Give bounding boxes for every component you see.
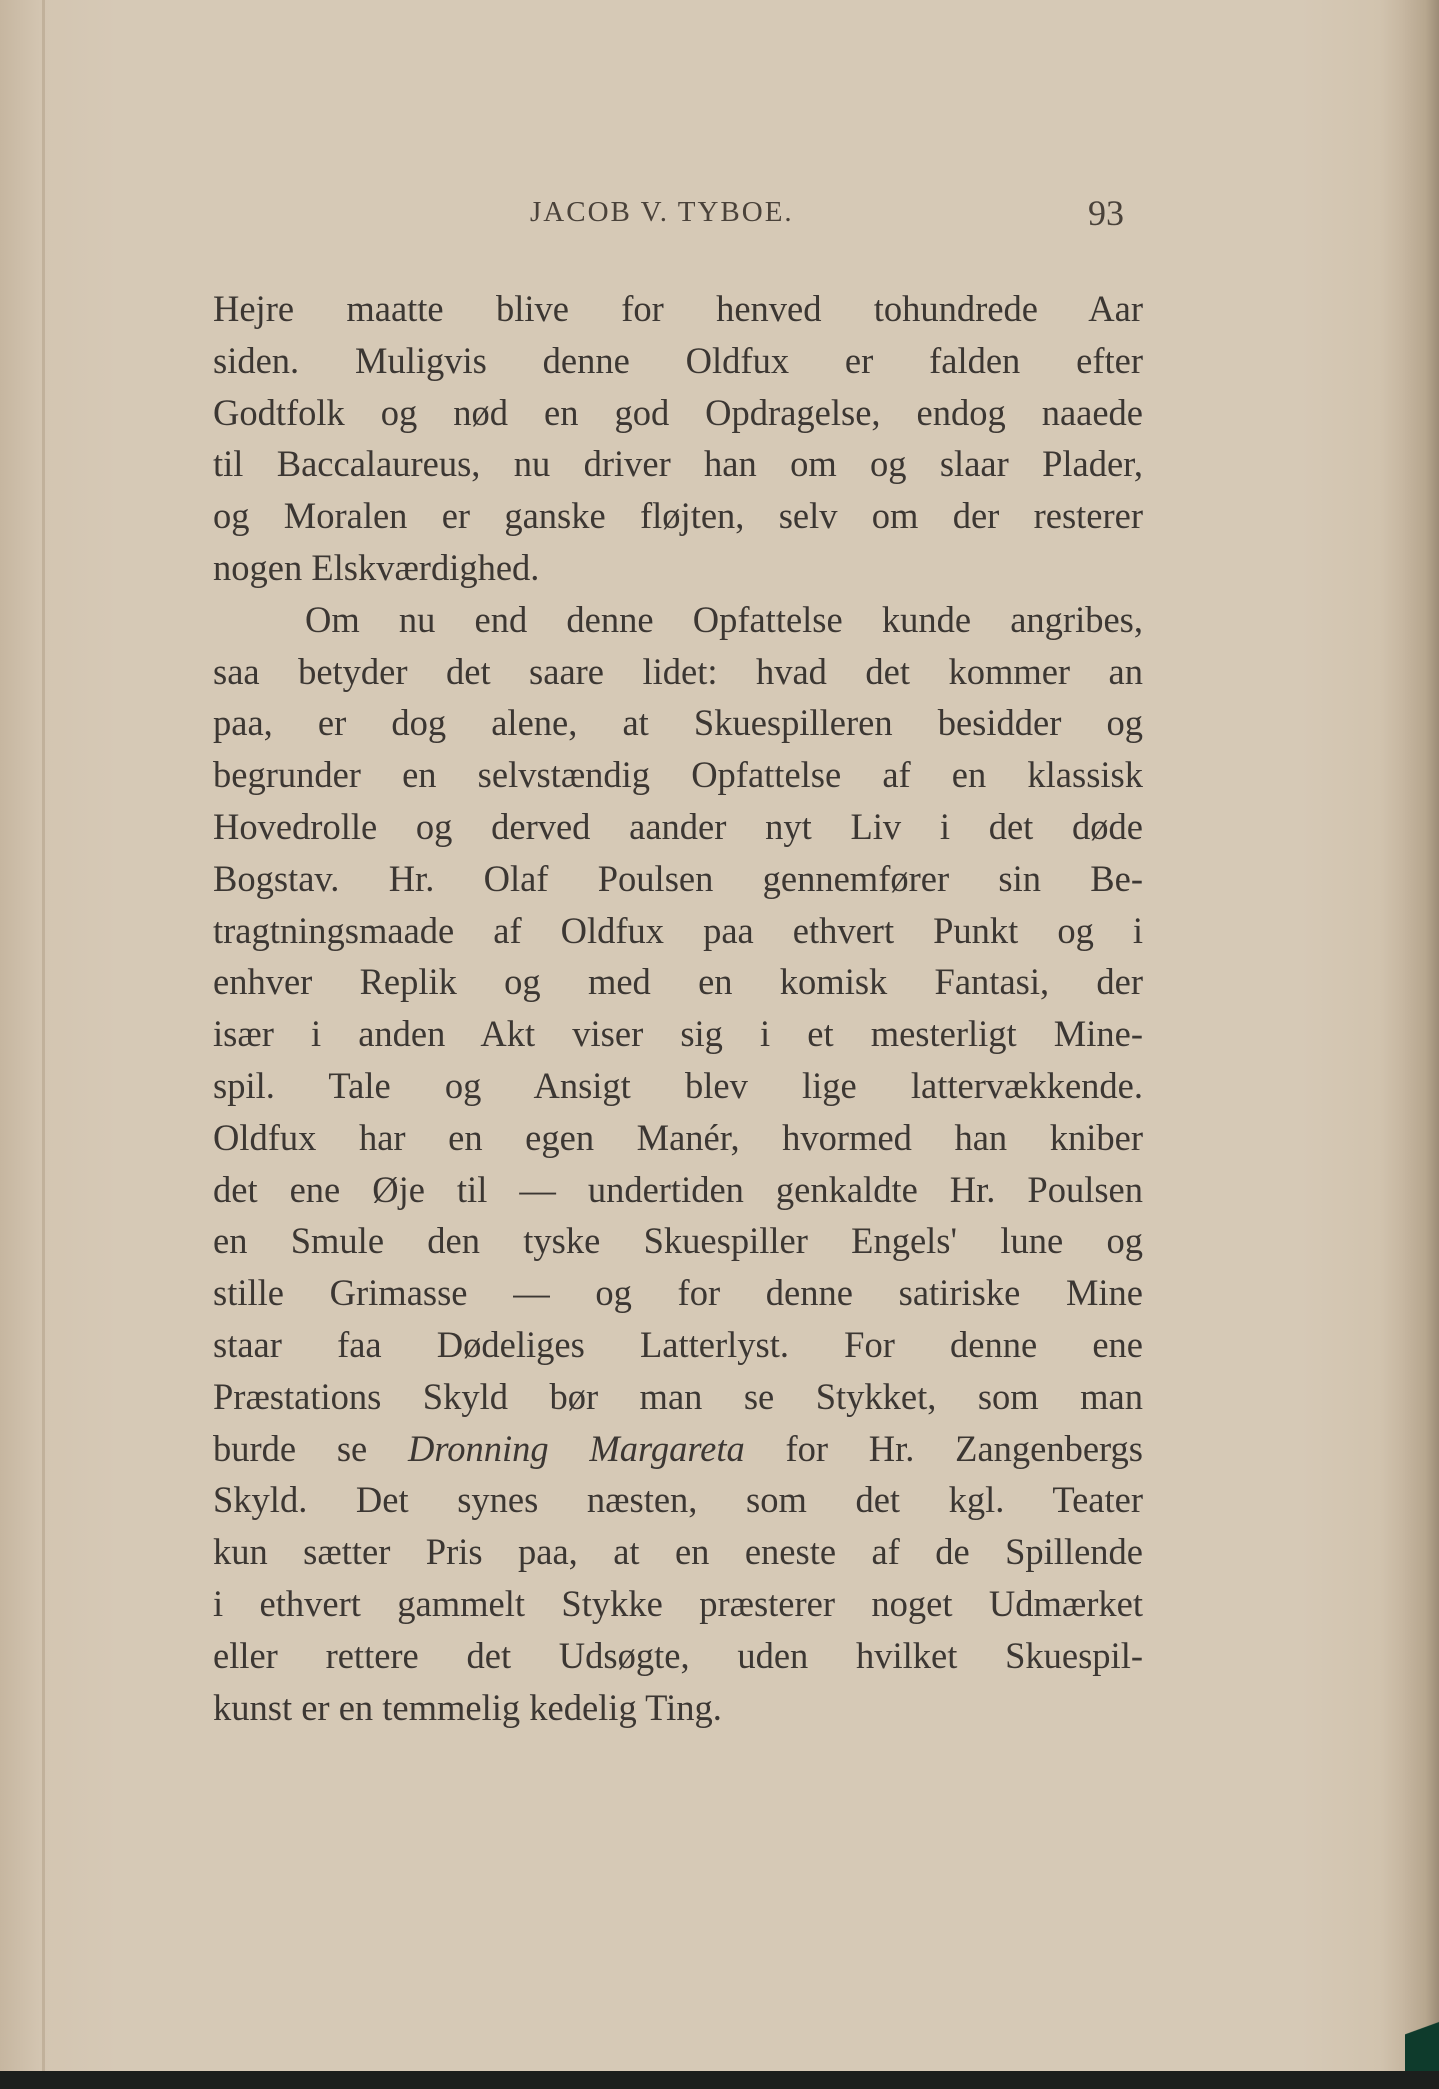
body-text: [213, 283, 1143, 1733]
text-line: til Baccalaureus, nu driver han om og slaar Plader,: [213, 443, 1143, 485]
paragraph-first-line: Om nu end denne Opfattelse kunde angribes,: [305, 598, 1143, 640]
text-line: især i anden Akt viser sig i et mesterligt Mine-: [213, 1013, 1143, 1055]
text-line: Skyld. Det synes næsten, som det kgl. Teater: [213, 1479, 1143, 1521]
text-segment: for Hr. Zangenbergs: [785, 1427, 1143, 1469]
text-line: eller rettere det Udsøgte, uden hvilket Skuespil-: [213, 1634, 1143, 1676]
text-line: tragtningsmaade af Oldfux paa ethvert Punkt og i: [213, 909, 1143, 951]
text-line: Hovedrolle og derved aander nyt Liv i det døde: [213, 805, 1143, 847]
corner-mark: [1405, 2001, 1439, 2071]
page-number: 93: [1088, 193, 1124, 233]
page-edge: [1405, 0, 1439, 2089]
text-line: og Moralen er ganske fløjten, selv om der resterer: [213, 495, 1143, 537]
text-line: siden. Muligvis denne Oldfux er falden efter: [213, 339, 1143, 381]
text-segment: burde se: [213, 1427, 368, 1469]
text-line: Godtfolk og nød en god Opdragelse, endog naaede: [213, 391, 1143, 433]
text-line: nogen Elskværdighed.: [213, 546, 540, 588]
text-line: kun sætter Pris paa, at en eneste af de Spillende: [213, 1531, 1143, 1573]
text-line: i ethvert gammelt Stykke præsterer noget Udmærket: [213, 1582, 1143, 1624]
text-line: spil. Tale og Ansigt blev lige lattervækkende.: [213, 1064, 1143, 1106]
text-line: en Smule den tyske Skuespiller Engels' lune og: [213, 1220, 1143, 1262]
text-line: det ene Øje til — undertiden genkaldte Hr. Poulsen: [213, 1168, 1143, 1210]
text-line: paa, er dog alene, at Skuespilleren besidder og: [213, 702, 1143, 744]
binding-gutter: [42, 0, 45, 2089]
text-line: enhver Replik og med en komisk Fantasi, der: [213, 961, 1143, 1003]
text-line: Bogstav. Hr. Olaf Poulsen gennemfører sin Be-: [213, 857, 1143, 899]
text-line: staar faa Dødeliges Latterlyst. For denne ene: [213, 1323, 1143, 1365]
scan-bottom-band: [0, 2071, 1439, 2089]
text-line: Oldfux har en egen Manér, hvormed han kniber: [213, 1116, 1143, 1158]
text-line: Præstations Skyld bør man se Stykket, som man: [213, 1375, 1143, 1417]
italic-title: Dronning Margareta: [407, 1427, 745, 1469]
text-line-with-title: [213, 1423, 1143, 1475]
running-title: JACOB V. TYBOE.: [530, 196, 794, 228]
text-line: kunst er en temmelig kedelig Ting.: [213, 1686, 722, 1728]
text-line: begrunder en selvstændig Opfattelse af en klassisk: [213, 754, 1143, 796]
text-line: stille Grimasse — og for denne satiriske Mine: [213, 1272, 1143, 1314]
text-line: saa betyder det saare lidet: hvad det kommer an: [213, 650, 1143, 692]
text-line: Hejre maatte blive for henved tohundrede Aar: [213, 288, 1143, 329]
page-header: [0, 193, 1439, 236]
